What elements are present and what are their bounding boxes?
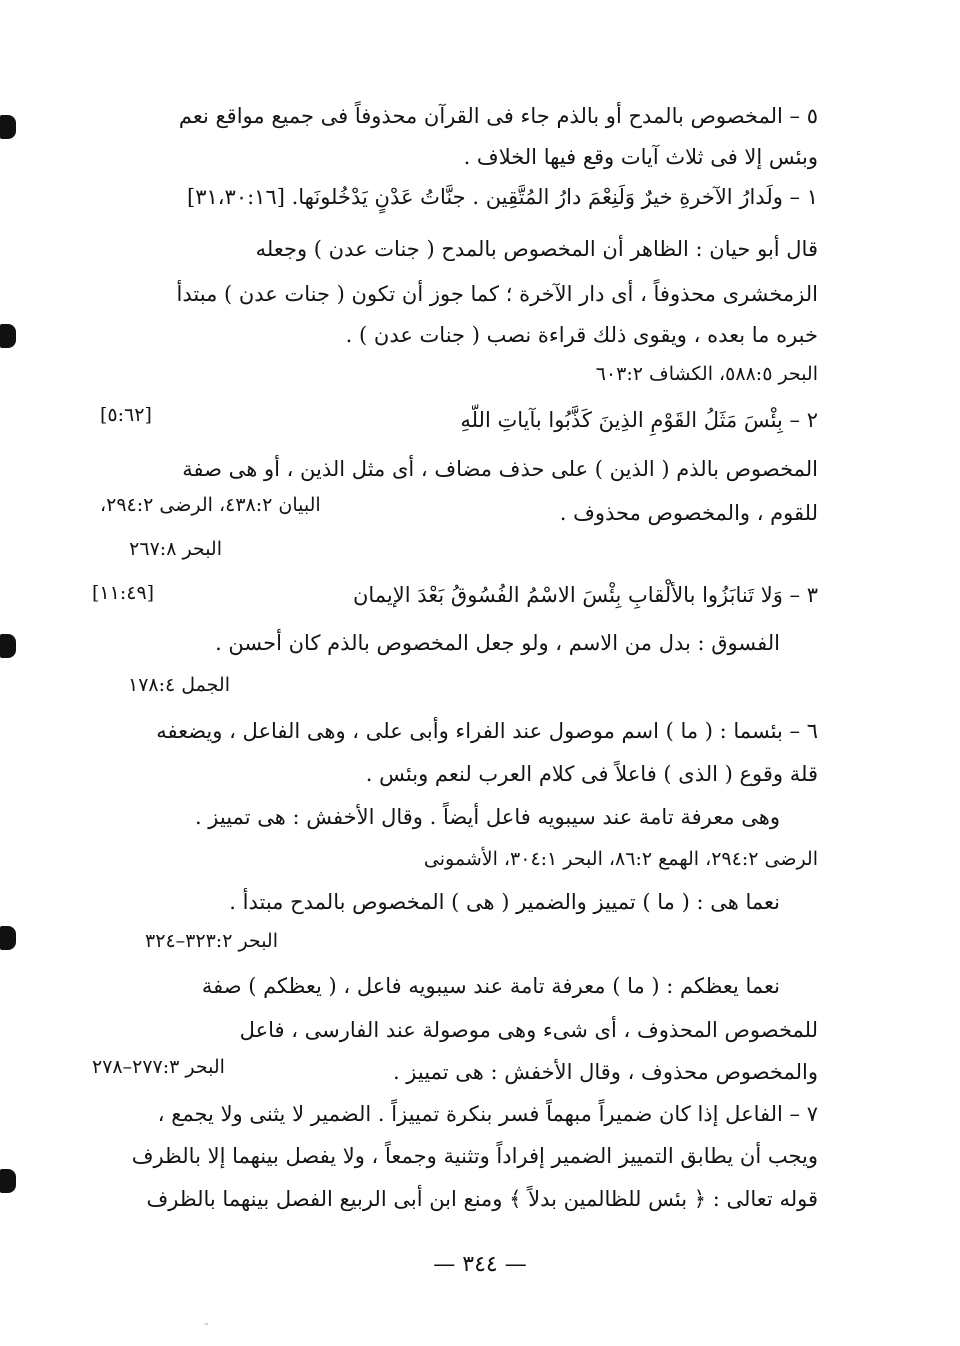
text-line: خبره ما بعده ، ويقوى ذلك قراءة نصب ( جنات عدن ) .: [345, 323, 818, 347]
reference-line: البحر ٢٦٧:٨: [129, 538, 222, 560]
text-line: والمخصوص محذوف ، وقال الأخفش : هى تمييز .: [392, 1060, 818, 1084]
text-line: ٥ – المخصوص بالمدح أو بالذم جاء فى القرآن محذوفاً فى جميع مواقع نعم: [178, 104, 818, 128]
reference-line: البحر ٥٨٨:٥، الكشاف ٦٠٣:٢: [595, 363, 818, 385]
text-line: قوله تعالى : ﴿ بئس للظالمين بدلاً ﴾ ومنع ابن أبى الربيع الفصل بينهما بالظرف: [146, 1187, 818, 1211]
binding-hole-mark: [0, 115, 16, 139]
reference-line: الجمل ١٧٨:٤: [128, 674, 230, 696]
page-number: — ٣٤٤ —: [433, 1252, 527, 1277]
text-line: وبئس إلا فى ثلاث آيات وقع فيها الخلاف .: [463, 145, 818, 169]
reference-line: البحر ٢٧٧:٣–٢٧٨: [92, 1056, 225, 1078]
reference-line: البيان ٤٣٨:٢، الرضى ٢٩٤:٢،: [100, 494, 321, 516]
quran-verse-line: ٢ – بِئْسَ مَثَلُ القَوْمِ الذِينَ كَذَّبُوا بآياتِ اللّهِ: [460, 408, 818, 432]
text-line: وهى معرفة تامة عند سيبويه فاعل أيضاً . وقال الأخفش : هى تمييز .: [194, 805, 780, 829]
text-line: قال أبو حيان : الظاهر أن المخصوص بالمدح ( جنات عدن ) وجعله: [255, 237, 818, 261]
quran-verse-line: ١ – ولَدارُ الآخرةِ خيرٌ وَلَنِعْمَ دارُ المُتَّقِين . جنَّاتُ عَدْنٍ يَدْخُلونَها. [٣١،٣٠:١٦]: [187, 185, 818, 209]
text-line: ٧ – الفاعل إذا كان ضميراً مبهماً فسر بنكرة تمييزاً . الضمير لا يثنى ولا يجمع ،: [157, 1102, 818, 1126]
text-line: المخصوص بالذم ( الذين ) على حذف مضاف ، أى مثل الذين ، أو هى صفة: [182, 457, 818, 481]
binding-hole-mark: [0, 1169, 16, 1193]
text-line: نعما يعظكم : ( ما ) معرفة تامة عند سيبويه فاعل ، ( يعظكم ) صفة: [201, 974, 780, 998]
binding-hole-mark: [0, 324, 16, 348]
text-line: الفسوق : بدل من الاسم ، ولو جعل المخصوص بالذم كان أحسن .: [215, 631, 780, 655]
verse-reference: [١١:٤٩]: [92, 582, 155, 604]
reference-line: البحر ٣٢٣:٢–٣٢٤: [145, 930, 278, 952]
reference-line: الرضى ٢٩٤:٢، الهمع ٨٦:٢، البحر ٣٠٤:١، الأشمونى: [423, 848, 818, 870]
quran-verse-line: ٣ – وَلا تَنابَزُوا بالألْقابِ بِئْسَ الاسْمُ الفُسُوقُ بَعْدَ الإيمان: [352, 583, 818, 607]
text-line: قلة وقوع ( الذى ) فاعلاً فى كلام العرب لنعم وبئس .: [365, 762, 818, 786]
text-line: الزمخشرى محذوفاً ، أى دار الآخرة ؛ كما جوز أن تكون ( جنات عدن ) مبتدأ: [176, 282, 818, 306]
text-line: للقوم ، والمخصوص محذوف .: [559, 501, 818, 525]
verse-reference: [٥:٦٢]: [100, 404, 152, 426]
text-line: ٦ – بئسما : ( ما ) اسم موصول عند الفراء وأبى على ، وهى الفاعل ، ويضعفه: [156, 719, 818, 743]
text-line: للمخصوص المحذوف ، أى شىء وهى موصولة عند الفارسى ، فاعل: [239, 1018, 818, 1042]
text-line: نعما هى : ( ما ) تمييز والضمير ( هى ) المخصوص بالمدح مبتدأ .: [229, 890, 780, 914]
scan-speck: ᵕ: [204, 1318, 209, 1332]
binding-hole-mark: [0, 634, 16, 658]
text-line: ويجب أن يطابق التمييز الضمير إفراداً وتثنية وجمعاً ، ولا يفصل بينهما إلا بالظرف: [131, 1144, 818, 1168]
binding-hole-mark: [0, 926, 16, 950]
